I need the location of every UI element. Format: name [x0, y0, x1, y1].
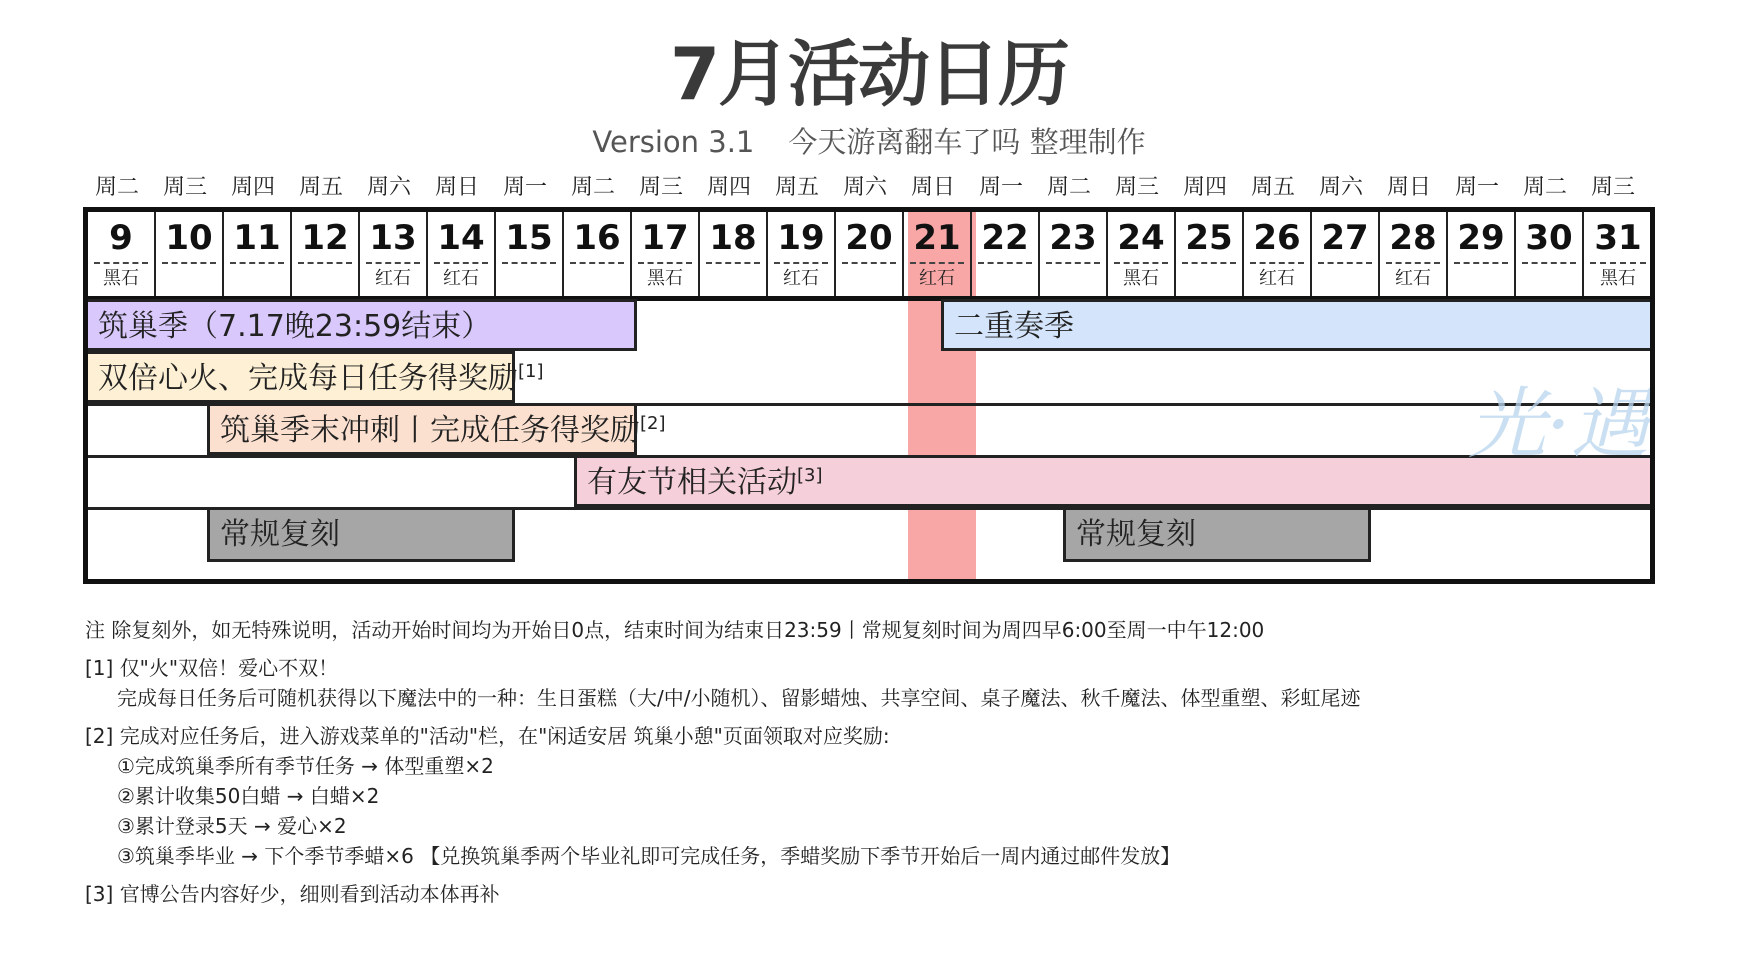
- day-number: 27: [1321, 218, 1369, 258]
- day-number: 24: [1117, 218, 1165, 258]
- calendar-grid: [83, 207, 1655, 584]
- stone-tag: 红石: [783, 268, 819, 289]
- day-number: 23: [1049, 218, 1097, 258]
- footnote-marker: [3]: [797, 465, 823, 486]
- day-cell[interactable]: [836, 212, 904, 296]
- weekday-label: 周五: [1250, 175, 1295, 200]
- dashed-divider: [910, 262, 964, 264]
- dashed-divider: [502, 262, 556, 264]
- dashed-divider: [1046, 262, 1100, 264]
- footnote-2-item: ③累计登录5天 → 爱心×2: [117, 814, 347, 838]
- day-number: 17: [641, 218, 689, 258]
- day-number: 22: [981, 218, 1029, 258]
- dashed-divider: [230, 262, 284, 264]
- weekday-label: 周一: [978, 175, 1023, 200]
- day-number: 21: [913, 218, 961, 258]
- stone-tag: 黑石: [647, 268, 683, 289]
- day-number: 25: [1185, 218, 1233, 258]
- notes-section: [85, 615, 1705, 909]
- day-cell[interactable]: [768, 212, 836, 296]
- day-cell[interactable]: [564, 212, 632, 296]
- day-number: 20: [845, 218, 893, 258]
- footnote-marker: [1]: [518, 361, 544, 382]
- footnote-3: [3] 官博公告内容好少，细则看到活动本体再补: [85, 882, 500, 906]
- stone-tag: 黑石: [1123, 268, 1159, 289]
- weekday-label: 周六: [366, 175, 411, 200]
- day-number: 30: [1525, 218, 1573, 258]
- day-cell[interactable]: [1584, 212, 1652, 296]
- footnote-2: [2] 完成对应任务后，进入游戏菜单的"活动"栏，在"闲适安居 筑巢小憩"页面领取对应奖励:: [85, 724, 890, 748]
- day-number: 31: [1594, 218, 1642, 258]
- event-label: 筑巢季（7.17晚23:59结束）: [98, 309, 492, 344]
- weekday-label: 周三: [162, 175, 207, 200]
- event-bar-regular-rerun[interactable]: [1063, 507, 1371, 562]
- footnote-2-item: ①完成筑巢季所有季节任务 → 体型重塑×2: [117, 754, 494, 778]
- general-note: 注 除复刻外，如无特殊说明，活动开始时间均为开始日0点，结束时间为结束日23:59丨常规复刻时间为周四早6:00至周一中午12:00: [85, 618, 1265, 642]
- weekday-label: 周六: [842, 175, 887, 200]
- game-logo-watermark: 光·遇: [1468, 380, 1649, 470]
- weekday-label: 周二: [94, 175, 139, 200]
- day-number: 29: [1457, 218, 1505, 258]
- day-cell[interactable]: [360, 212, 428, 296]
- event-label: 筑巢季末冲刺丨完成任务得奖励: [220, 413, 640, 448]
- footnote-1: [1] 仅"火"双倍！爱心不双！: [85, 656, 339, 680]
- dashed-divider: [774, 262, 828, 264]
- weekday-label: 周二: [1046, 175, 1091, 200]
- day-cell[interactable]: [1448, 212, 1516, 296]
- weekday-label: 周三: [1114, 175, 1159, 200]
- day-cell[interactable]: [428, 212, 496, 296]
- page-subtitle: [0, 125, 1738, 159]
- day-number: 15: [505, 218, 553, 258]
- weekday-label: 周三: [638, 175, 683, 200]
- event-bar-double-light[interactable]: [85, 351, 544, 403]
- day-cell[interactable]: [292, 212, 360, 296]
- stone-tag: 红石: [375, 268, 411, 289]
- day-number: 28: [1389, 218, 1437, 258]
- weekday-label: 周五: [774, 175, 819, 200]
- dashed-divider: [366, 262, 420, 264]
- day-number: 9: [109, 218, 133, 258]
- weekday-label: 周五: [298, 175, 343, 200]
- day-cell[interactable]: [904, 212, 972, 296]
- day-number: 10: [165, 218, 213, 258]
- stone-tag: 红石: [443, 268, 479, 289]
- weekday-label: 周日: [434, 175, 479, 200]
- day-cell[interactable]: [224, 212, 292, 296]
- event-label: 常规复刻: [1076, 517, 1196, 552]
- event-label: 双倍心火、完成每日任务得奖励: [98, 361, 518, 396]
- day-number: 11: [233, 218, 281, 258]
- dashed-divider: [1114, 262, 1168, 264]
- dashed-divider: [1522, 262, 1576, 264]
- day-number: 13: [369, 218, 417, 258]
- dashed-divider: [1250, 262, 1304, 264]
- stone-tag: 红石: [919, 268, 955, 289]
- dashed-divider: [1318, 262, 1372, 264]
- event-bar-season-sprint[interactable]: [207, 403, 666, 455]
- day-cell[interactable]: [1380, 212, 1448, 296]
- day-cell[interactable]: [972, 212, 1040, 296]
- day-number: 14: [437, 218, 485, 258]
- weekday-label: 周四: [230, 175, 275, 200]
- page-title: 7月活动日历: [669, 32, 1069, 116]
- weekday-label: 周二: [570, 175, 615, 200]
- stone-tag: 红石: [1259, 268, 1295, 289]
- dashed-divider: [1386, 262, 1440, 264]
- weekday-label: 周二: [1522, 175, 1567, 200]
- weekday-label: 周一: [502, 175, 547, 200]
- day-cell[interactable]: [1040, 212, 1108, 296]
- day-cell[interactable]: [88, 212, 156, 296]
- event-label: 二重奏季: [954, 309, 1074, 344]
- stone-tag: 黑石: [1600, 268, 1636, 289]
- event-label: 有友节相关活动: [587, 465, 797, 500]
- weekday-label: 周三: [1590, 175, 1635, 200]
- day-cell[interactable]: [632, 212, 700, 296]
- dashed-divider: [842, 262, 896, 264]
- author-label: 今天游离翻车了吗 整理制作: [788, 125, 1146, 159]
- day-cell[interactable]: [1108, 212, 1176, 296]
- event-bar-nest-season[interactable]: [85, 299, 637, 351]
- day-cell[interactable]: [1176, 212, 1244, 296]
- dashed-divider: [94, 262, 148, 264]
- day-number: 18: [709, 218, 757, 258]
- dashed-divider: [706, 262, 760, 264]
- dashed-divider: [434, 262, 488, 264]
- day-cell[interactable]: [1244, 212, 1312, 296]
- day-number: 12: [301, 218, 349, 258]
- event-bar-duet-season[interactable]: [941, 299, 1655, 351]
- day-number: 26: [1253, 218, 1301, 258]
- day-number: 19: [777, 218, 825, 258]
- day-cell[interactable]: [496, 212, 564, 296]
- weekday-label: 周一: [1454, 175, 1499, 200]
- stone-tag: 黑石: [103, 268, 139, 289]
- weekday-label: 周四: [706, 175, 751, 200]
- day-number: 16: [573, 218, 621, 258]
- dashed-divider: [298, 262, 352, 264]
- dashed-divider: [570, 262, 624, 264]
- dashed-divider: [1454, 262, 1508, 264]
- day-cell[interactable]: [700, 212, 768, 296]
- footnote-marker: [2]: [640, 413, 666, 434]
- day-cell[interactable]: [1312, 212, 1380, 296]
- day-cell[interactable]: [156, 212, 224, 296]
- version-label: Version 3.1: [592, 125, 755, 159]
- weekday-label: 周日: [1386, 175, 1431, 200]
- footnote-1-detail: 完成每日任务后可随机获得以下魔法中的一种：生日蛋糕（大/中/小随机）、留影蜡烛、共享空间、桌子魔法、秋千魔法、体型重塑、彩虹尾迹: [117, 686, 1361, 710]
- day-cell[interactable]: [1516, 212, 1584, 296]
- dashed-divider: [638, 262, 692, 264]
- stone-tag: 红石: [1395, 268, 1431, 289]
- event-bar-regular-rerun[interactable]: [207, 507, 515, 562]
- dashed-divider: [978, 262, 1032, 264]
- weekday-label: 周日: [910, 175, 955, 200]
- dashed-divider: [162, 262, 216, 264]
- weekday-label: 周六: [1318, 175, 1363, 200]
- footnote-2-item: ③筑巢季毕业 → 下个季节季蜡×6 【兑换筑巢季两个毕业礼即可完成任务，季蜡奖励下季节开始后一周内通过邮件发放】: [117, 844, 1181, 868]
- dashed-divider: [1590, 262, 1646, 264]
- weekday-label: 周四: [1182, 175, 1227, 200]
- dashed-divider: [1182, 262, 1236, 264]
- footnote-2-item: ②累计收集50白蜡 → 白蜡×2: [117, 784, 380, 808]
- event-label: 常规复刻: [220, 517, 340, 552]
